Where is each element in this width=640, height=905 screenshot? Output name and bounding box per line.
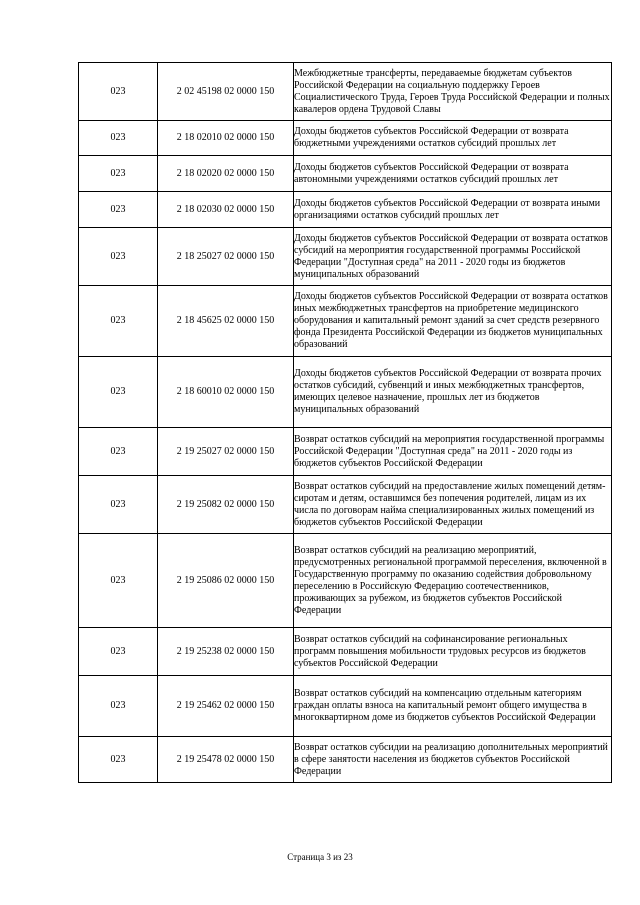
table-row — [79, 63, 612, 121]
description-cell: Межбюджетные трансферты, передаваемые бюджетам субъектов Российской Федерации на социальную поддержку Героев Социалистического Труда, Героев Труда Российской Федерации и полных кавалеров ордена Трудовой Славы — [294, 63, 612, 121]
page-number: Страница 3 из 23 — [287, 852, 353, 862]
table-row — [79, 121, 612, 156]
kbk-code-cell: 2 19 25238 02 0000 150 — [158, 628, 294, 676]
kbk-code-cell: 2 18 02020 02 0000 150 — [158, 156, 294, 192]
admin-code-cell: 023 — [79, 286, 158, 357]
admin-code-cell: 023 — [79, 476, 158, 534]
kbk-code-cell: 2 19 25027 02 0000 150 — [158, 428, 294, 476]
table-body — [79, 63, 612, 783]
table-row — [79, 737, 612, 783]
kbk-code-cell: 2 19 25462 02 0000 150 — [158, 676, 294, 737]
table-row — [79, 534, 612, 628]
admin-code-cell: 023 — [79, 428, 158, 476]
kbk-code-cell: 2 18 02030 02 0000 150 — [158, 192, 294, 228]
kbk-code-cell: 2 19 25086 02 0000 150 — [158, 534, 294, 628]
description-cell: Доходы бюджетов субъектов Российской Федерации от возврата прочих остатков субсидий, субвенций и иных межбюджетных трансфертов, имеющих целевое назначение, прошлых лет из бюджетов муниципальных образований — [294, 357, 612, 428]
kbk-code-cell: 2 02 45198 02 0000 150 — [158, 63, 294, 121]
table-row — [79, 476, 612, 534]
description-cell: Доходы бюджетов субъектов Российской Федерации от возврата бюджетными учреждениями остатков субсидий прошлых лет — [294, 121, 612, 156]
table-row — [79, 428, 612, 476]
kbk-code-cell: 2 18 25027 02 0000 150 — [158, 228, 294, 286]
admin-code-cell: 023 — [79, 228, 158, 286]
admin-code-cell: 023 — [79, 534, 158, 628]
description-cell: Возврат остатков субсидий на компенсацию отдельным категориям граждан оплаты взноса на капитальный ремонт общего имущества в многоквартирном доме из бюджетов субъектов Российской Федерации — [294, 676, 612, 737]
admin-code-cell: 023 — [79, 628, 158, 676]
admin-code-cell: 023 — [79, 676, 158, 737]
table-row — [79, 192, 612, 228]
table-row — [79, 628, 612, 676]
description-cell: Доходы бюджетов субъектов Российской Федерации от возврата остатков субсидий на мероприятия государственной программы Российской Федерации "Доступная среда" на 2011 - 2020 годы из бюджетов муниципальных образований — [294, 228, 612, 286]
table-row — [79, 228, 612, 286]
kbk-code-cell: 2 18 45625 02 0000 150 — [158, 286, 294, 357]
description-cell: Доходы бюджетов субъектов Российской Федерации от возврата автономными учреждениями остатков субсидий прошлых лет — [294, 156, 612, 192]
description-cell: Возврат остатков субсидий на мероприятия государственной программы Российской Федерации "Доступная среда" на 2011 - 2020 годы из бюджетов субъектов Российской Федерации — [294, 428, 612, 476]
kbk-code-cell: 2 19 25082 02 0000 150 — [158, 476, 294, 534]
admin-code-cell: 023 — [79, 357, 158, 428]
kbk-code-cell: 2 18 60010 02 0000 150 — [158, 357, 294, 428]
kbk-code-cell: 2 18 02010 02 0000 150 — [158, 121, 294, 156]
description-cell: Доходы бюджетов субъектов Российской Федерации от возврата остатков иных межбюджетных трансфертов на приобретение медицинского оборудования и капитальный ремонт зданий за счет средств резервного фонда Президента Российской Федерации из бюджетов муниципальных образований — [294, 286, 612, 357]
description-cell: Возврат остатков субсидии на реализацию дополнительных мероприятий в сфере занятости населения из бюджетов субъектов Российской Федерации — [294, 737, 612, 783]
admin-code-cell: 023 — [79, 156, 158, 192]
table-row — [79, 357, 612, 428]
kbk-code-cell: 2 19 25478 02 0000 150 — [158, 737, 294, 783]
description-cell: Доходы бюджетов субъектов Российской Федерации от возврата иными организациями остатков субсидий прошлых лет — [294, 192, 612, 228]
admin-code-cell: 023 — [79, 121, 158, 156]
admin-code-cell: 023 — [79, 192, 158, 228]
admin-code-cell: 023 — [79, 63, 158, 121]
description-cell: Возврат остатков субсидий на предоставление жилых помещений детям-сиротам и детям, оставшимся без попечения родителей, лицам из их числа по договорам найма специализированных жилых помещений из бюджетов субъектов Российской Федерации — [294, 476, 612, 534]
description-cell: Возврат остатков субсидий на реализацию мероприятий, предусмотренных региональной программой переселения, включенной в Государственную программу по оказанию содействия добровольному переселению в Российскую Федерацию соотечественников, проживающих за рубежом, из бюджетов субъектов Российской Федерации — [294, 534, 612, 628]
admin-code-cell: 023 — [79, 737, 158, 783]
budget-codes-table — [78, 62, 612, 783]
table-row — [79, 156, 612, 192]
table-row — [79, 286, 612, 357]
table-row — [79, 676, 612, 737]
description-cell: Возврат остатков субсидий на софинансирование региональных программ повышения мобильности трудовых ресурсов из бюджетов субъектов Российской Федерации — [294, 628, 612, 676]
